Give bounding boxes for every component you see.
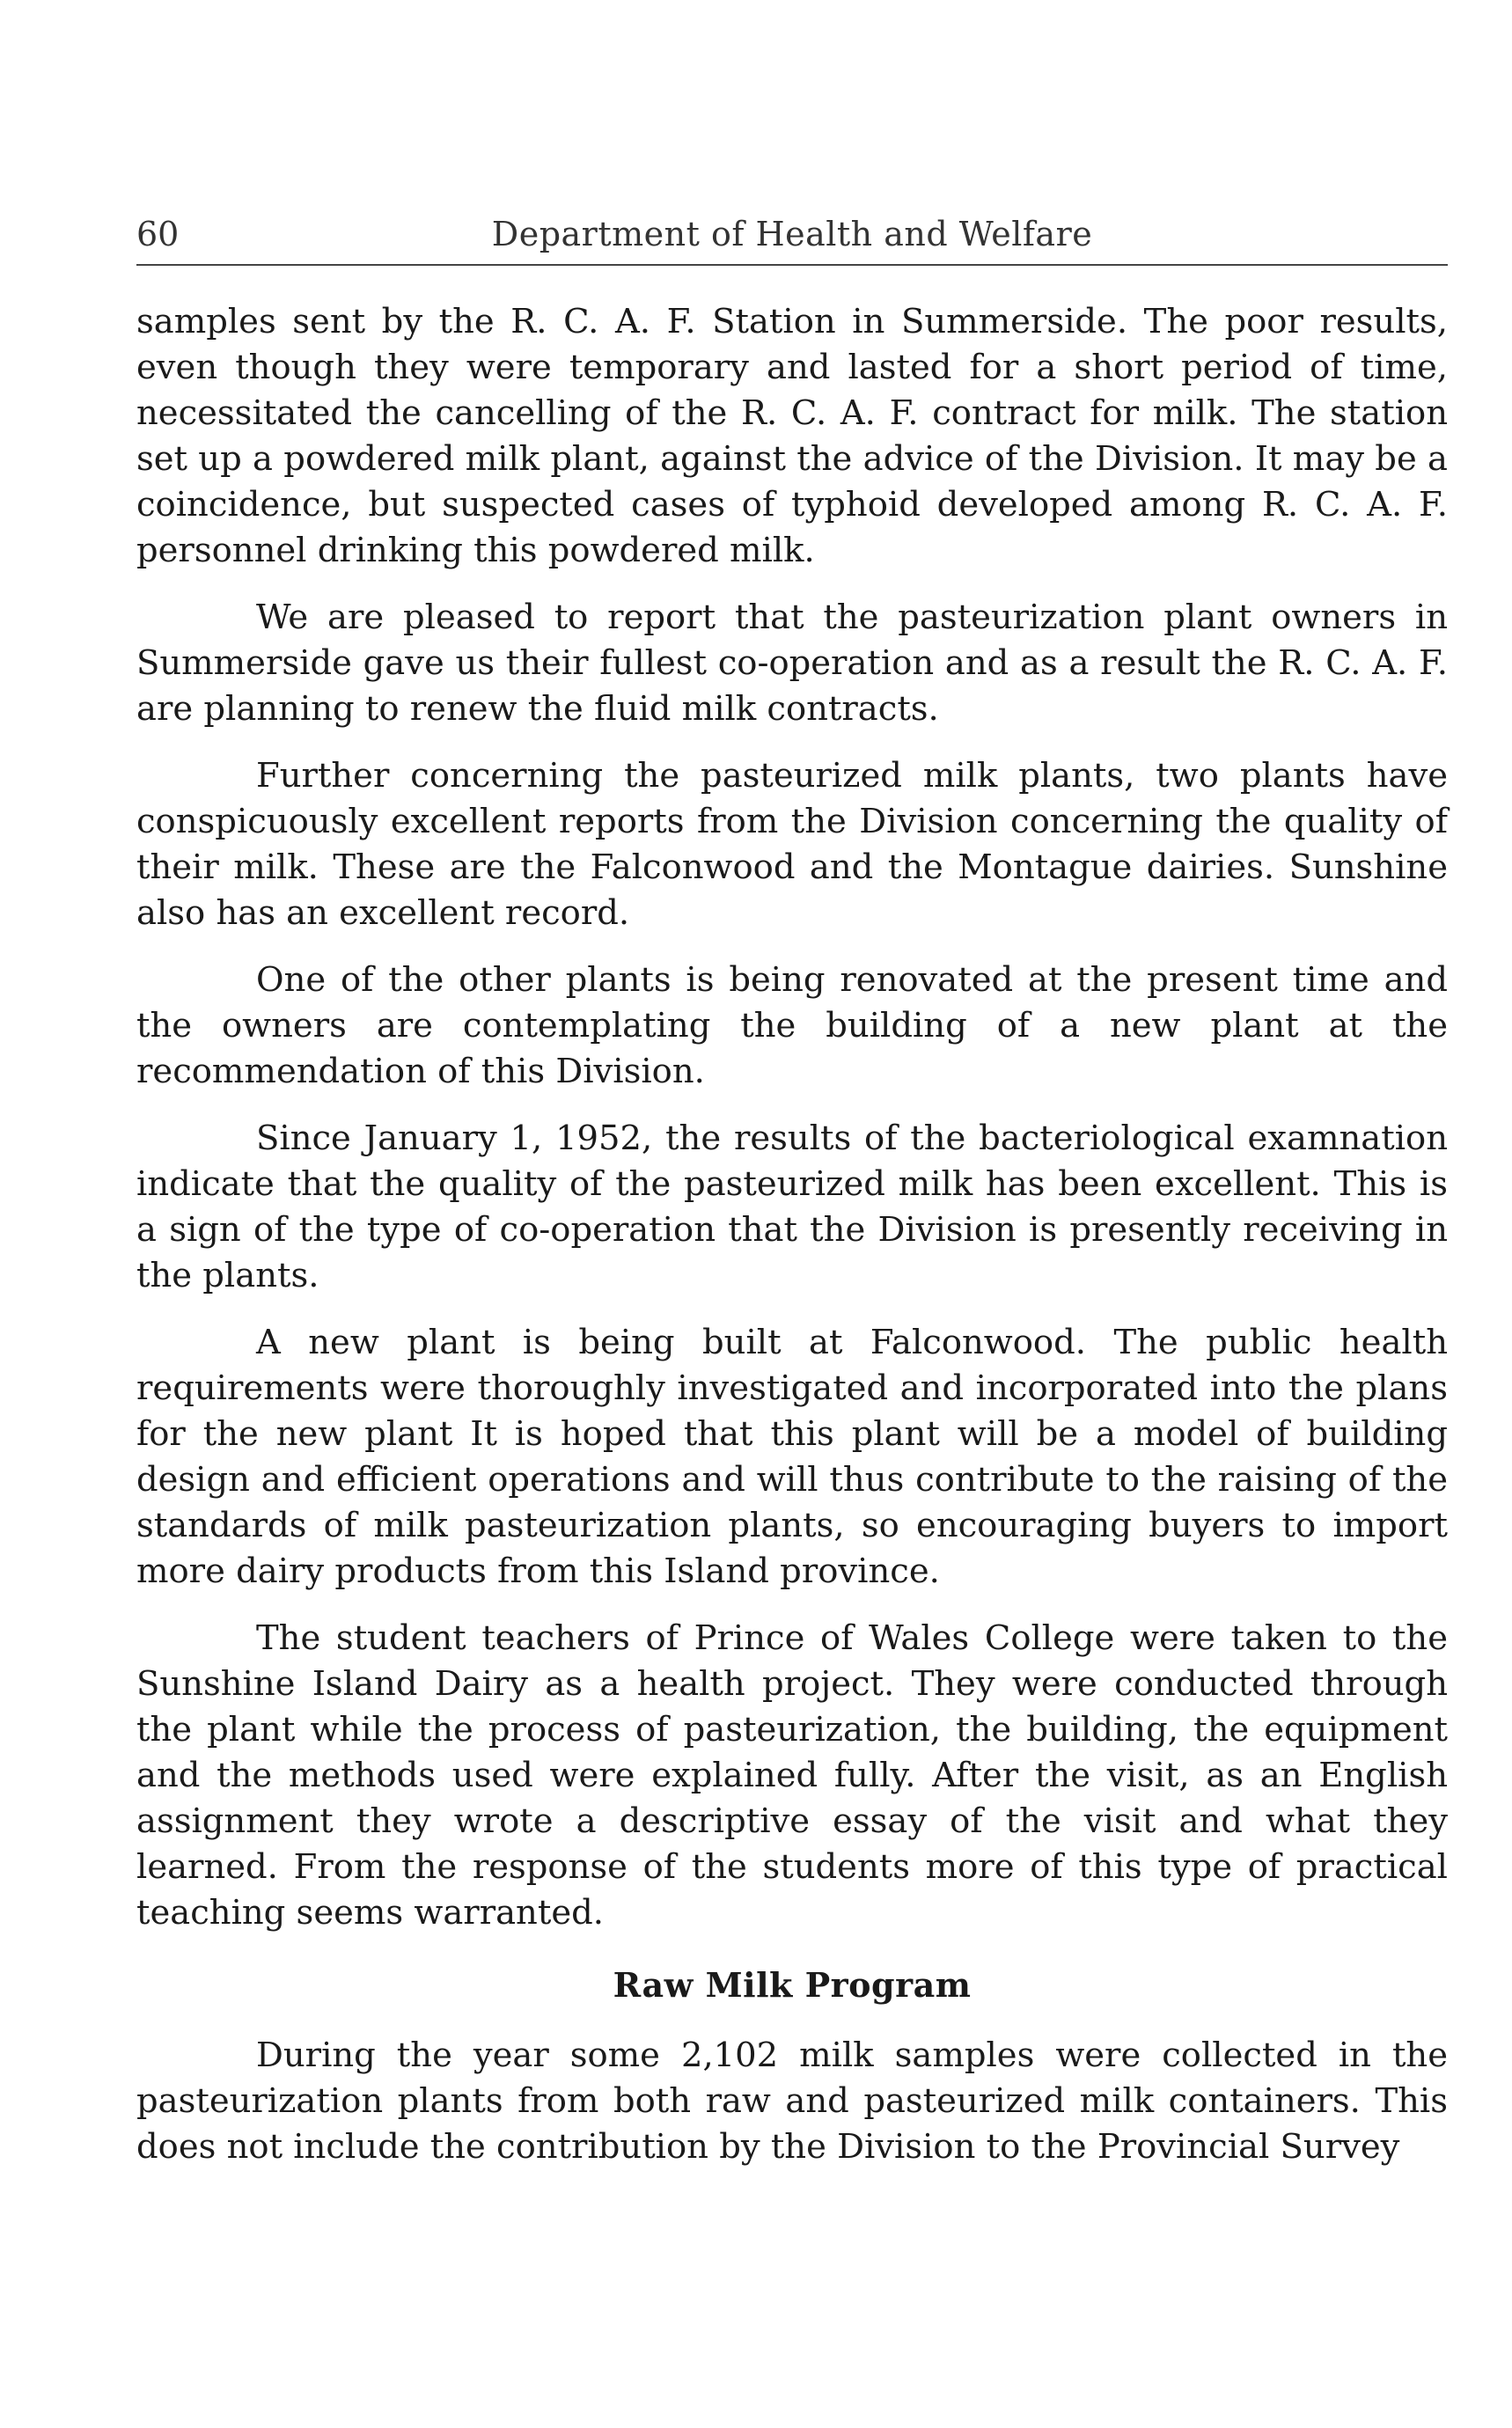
header-rule	[136, 264, 1448, 266]
running-head: Department of Health and Welfare	[491, 215, 1093, 253]
paragraph: Further concerning the pasteurized milk plants, two plants have conspicuously excellent reports from the Division concerning the quality of their milk. These are the Falconwood and the Montague dairies. Sunshine also has an excellent record.	[136, 756, 1448, 933]
paragraph: Since January 1, 1952, the results of the bacteriological examnation indicate that the quality of the pasteurized milk has been excellent. This is a sign of the type of co-operation that the Division is presently receiving in the plants.	[136, 1119, 1448, 1295]
paragraph: During the year some 2,102 milk samples were collected in the pasteurization plants from both raw and pasteurized milk containers. This does not include the contribution by the Division to the Provincial Survey	[136, 2036, 1448, 2167]
section-heading: Raw Milk Program	[613, 1965, 972, 2005]
page-header	[136, 208, 1448, 260]
paragraph: One of the other plants is being renovated at the present time and the owners are contemplating the building of a new plant at the recommendation of this Division.	[136, 960, 1448, 1091]
paragraph: The student teachers of Prince of Wales College were taken to the Sunshine Island Dairy as a health project. They were conducted through the plant while the process of pasteurization, the building, the equipment and the methods used were explained fully. After the visit, as an English assignment they wrote a descriptive essay of the visit and what they learned. From the response of the students more of this type of practical teaching seems warranted.	[136, 1618, 1448, 1933]
paragraph: A new plant is being built at Falconwood. The public health requirements were thoroughly investigated and incorporated into the plans for the new plant It is hoped that this plant will be a model of building design and efficient operations and will thus contribute to the raising of the standards of milk pasteurization plants, so encouraging buyers to import more dairy products from this Island province.	[136, 1323, 1448, 1591]
paragraph-continued: samples sent by the R. C. A. F. Station in Summerside. The poor results, even though they were temporary and lasted for a short period of time, necessitated the cancelling of the R. C. A. F. contract for milk. The station set up a powdered milk plant, against the advice of the Division. It may be a coincidence, but suspected cases of typhoid developed among R. C. A. F. personnel drinking this powdered milk.	[136, 302, 1448, 570]
page-number: 60	[136, 215, 180, 253]
paragraph: We are pleased to report that the pasteurization plant owners in Summerside gave us their fullest co-operation and as a result the R. C. A. F. are planning to renew the fluid milk contracts.	[136, 598, 1448, 729]
body-text	[136, 299, 1448, 2191]
